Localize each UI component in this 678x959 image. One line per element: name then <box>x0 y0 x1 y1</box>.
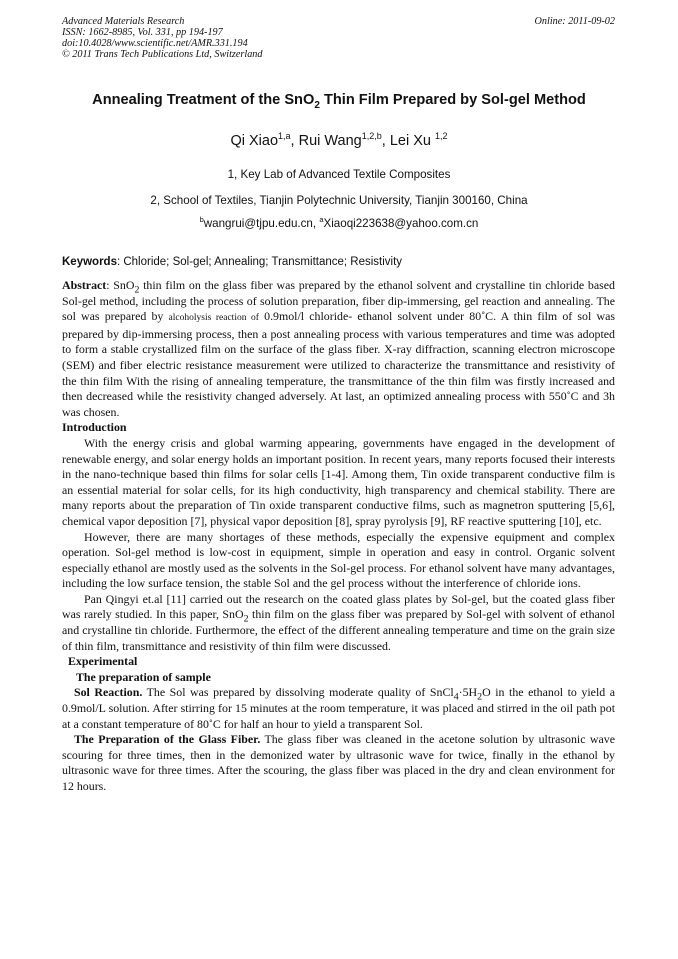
keywords-text: : Chloride; Sol-gel; Annealing; Transmittance; Resistivity <box>116 256 403 268</box>
doi-line: doi:10.4028/www.scientific.net/AMR.331.194 <box>62 38 248 49</box>
experimental-heading: Experimental <box>68 654 138 669</box>
journal-header <box>62 16 615 60</box>
issn-line: ISSN: 1662-8985, Vol. 331, pp 194-197 <box>62 27 223 38</box>
paper-body <box>62 278 615 795</box>
introduction-paragraph: With the energy crisis and global warming appearing, governments have engaged in the development of renewable energy, and solar energy holds an important position. In recent years, many reports focused their interests in the nano-technique based thin films for solar cells [1-4]. Among them, Tin oxide transparent conductive film is an essential material for solar cells, for its high conductivity, high transparency and chemical stability. There are many reports about the preparation of Tin oxide transparent conductive films, such as magnetron sputtering [5,6], chemical vapor deposition [7], physical vapor deposition [8], spray pyrolysis [9], RF reactive sputtering [10], etc. <box>62 435 615 528</box>
affiliation-1: 1, Key Lab of Advanced Textile Composites <box>227 168 451 181</box>
sol-reaction-paragraph: Sol Reaction. The Sol was prepared by dissolving moderate quality of $SnCl_4\cdot 5H_2O$ in the ethanol to yield a 0.9mol/L solution. After stirring for 15 minutes at the room temperature, it was placed and stirred in the oil path pot at a constant temperature of 80˚C for half an hour to yield a transparent Sol. <box>62 685 616 731</box>
abstract-label: Abstract <box>62 278 107 292</box>
author-emails: $^b$wangrui@tjpu.edu.cn, $^a$Xiaoqi223638@yahoo.com.cn <box>199 215 479 230</box>
abstract: Abstract: SnO$_2$ thin film on the glass fiber was prepared by the ethanol solvent and crystalline tin chloride based Sol-gel method, including the process of solution preparation, fiber dip-immersing, gel reaction and annealing. The sol was prepared by alcoholysis reaction of 0.9mol/l chloride- ethanol solvent under 80˚C. A thin film of sol was prepared by dip-immersing process, then a post annealing process with various temperatures and time was adopted to form a stable crystallized film on the surface of the glass fiber. X-ray diffraction, scanning electron microscope (SEM) and fiber electric resistance measurement were utilized to characterize the transmittance and resistivity of the thin film With the rising of annealing temperature, the transmittance of the thin film was firstly increased and then decreased while the resistivity changed adversely. At last, an optimized annealing process with 550˚C and 3h was chosen. <box>62 278 615 419</box>
author-name: Rui Wang <box>298 133 362 149</box>
glass-fiber-paragraph: The Preparation of the Glass Fiber. The glass fiber was cleaned in the acetone solution by ultrasonic wave scouring for three times, then in the demonized water by ultrasonic wave for twice, finally in the ethanol by ultrasonic wave for three times. After the scouring, the glass fiber was placed in the dry and clean environment for 12 hours. <box>62 732 616 793</box>
author-name: Qi Xiao <box>230 133 279 149</box>
author-name: Lei Xu <box>389 133 431 149</box>
author-list: Qi Xiao$^{1,a}$, Rui Wang$^{1,2,b}$, Lei Xu $^{1,2}$ <box>230 131 448 149</box>
journal-name: Advanced Materials Research <box>62 16 185 27</box>
author-superscript: 1,a <box>278 131 291 142</box>
copyright-line: © 2011 Trans Tech Publications Ltd, Switzerland <box>62 49 263 60</box>
keywords-label: Keywords <box>62 256 117 268</box>
keywords <box>62 256 402 268</box>
sample-preparation-heading: The preparation of sample <box>76 669 211 684</box>
introduction-paragraph: Pan Qingyi et.al [11] carried out the research on the coated glass plates by Sol-gel, but the coated glass fiber was rarely studied. In this paper, SnO$_2$ thin film on the glass fiber was prepared by Sol-gel with solvent of ethanol and crystalline tin chloride. Furthermore, the effect of the different annealing temperature and time on the grain size of thin film, transmittance and resistivity of thin film were discussed. <box>62 591 615 653</box>
online-date: Online: 2011-09-02 <box>534 16 615 27</box>
introduction-heading: Introduction <box>62 420 127 435</box>
introduction-paragraph: However, there are many shortages of these methods, especially the expensive equipment and complex operation. Sol-gel method is low-cost in equipment, simple in operation and easy in control. Organic solvent especially ethanol are mostly used as the solvents in the Sol-gel process. For ethanol solvent have many advantages, including the low surface tension, the stable Sol and the gel process without the interference of chloride ions. <box>62 529 615 591</box>
author-superscript: 1,2,b <box>361 131 382 142</box>
author-superscript: 1,2 <box>435 131 448 142</box>
affiliation-2: 2, School of Textiles, Tianjin Polytechnic University, Tianjin 300160, China <box>150 194 528 207</box>
paper-title: Annealing Treatment of the SnO$_2$ Thin Film Prepared by Sol-gel Method <box>92 92 586 111</box>
